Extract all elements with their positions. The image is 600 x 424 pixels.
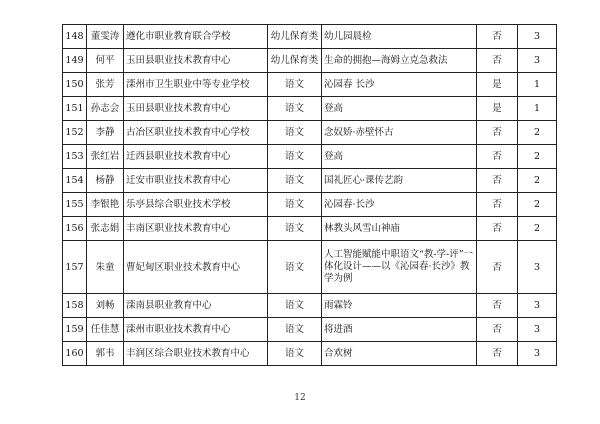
cell-subject: 语文: [268, 193, 322, 217]
cell-title: 生命的拥抱—海姆立克急救法: [322, 49, 477, 73]
cell-number: 151: [63, 97, 87, 121]
table-row: [63, 49, 557, 73]
cell-number: 155: [63, 193, 87, 217]
cell-number: 157: [63, 241, 87, 294]
cell-subject: 幼儿保育类: [268, 25, 322, 49]
cell-subject: 语文: [268, 97, 322, 121]
cell-rank: 3: [518, 318, 557, 342]
cell-title: 登高: [322, 145, 477, 169]
cell-name: 刘畅: [87, 294, 124, 318]
cell-name: 李银艳: [87, 193, 124, 217]
cell-number: 158: [63, 294, 87, 318]
cell-number: 150: [63, 73, 87, 97]
cell-number: 156: [63, 217, 87, 241]
table-body: [63, 25, 557, 366]
table-row: [63, 25, 557, 49]
cell-number: 153: [63, 145, 87, 169]
cell-name: 张芳: [87, 73, 124, 97]
cell-rank: 2: [518, 121, 557, 145]
cell-school: 乐亭县综合职业技术学校: [124, 193, 268, 217]
cell-school: 玉田县职业技术教育中心: [124, 97, 268, 121]
cell-flag: 否: [477, 145, 518, 169]
cell-number: 149: [63, 49, 87, 73]
cell-school: 迁安市职业技术教育中心: [124, 169, 268, 193]
cell-name: 孙志会: [87, 97, 124, 121]
table-row: [63, 193, 557, 217]
cell-name: 杨静: [87, 169, 124, 193]
table-row: [63, 145, 557, 169]
cell-flag: 否: [477, 193, 518, 217]
cell-flag: 否: [477, 121, 518, 145]
cell-school: 玉田县职业技术教育中心: [124, 49, 268, 73]
page-number: 12: [294, 393, 306, 403]
cell-flag: 否: [477, 169, 518, 193]
cell-subject: 语文: [268, 73, 322, 97]
cell-name: 朱童: [87, 241, 124, 294]
cell-number: 160: [63, 342, 87, 366]
cell-name: 郭韦: [87, 342, 124, 366]
cell-subject: 语文: [268, 169, 322, 193]
cell-school: 丰润区综合职业技术教育中心: [124, 342, 268, 366]
table-row: [63, 294, 557, 318]
cell-name: 张红岩: [87, 145, 124, 169]
cell-name: 李静: [87, 121, 124, 145]
cell-flag: 否: [477, 342, 518, 366]
cell-school: 曹妃甸区职业技术教育中心: [124, 241, 268, 294]
table-row: [63, 318, 557, 342]
results-table: [62, 24, 557, 366]
table-row: [63, 217, 557, 241]
cell-flag: 否: [477, 217, 518, 241]
cell-flag: 否: [477, 294, 518, 318]
cell-flag: 是: [477, 97, 518, 121]
cell-rank: 3: [518, 342, 557, 366]
cell-name: 董雯涛: [87, 25, 124, 49]
cell-name: 何平: [87, 49, 124, 73]
cell-flag: 是: [477, 73, 518, 97]
cell-subject: 语文: [268, 294, 322, 318]
cell-subject: 语文: [268, 145, 322, 169]
cell-subject: 语文: [268, 318, 322, 342]
cell-school: 滦南县职业教育中心: [124, 294, 268, 318]
cell-number: 152: [63, 121, 87, 145]
cell-title: 幼儿园晨检: [322, 25, 477, 49]
cell-subject: 语文: [268, 121, 322, 145]
cell-rank: 2: [518, 217, 557, 241]
cell-title: 将进酒: [322, 318, 477, 342]
table-row: [63, 73, 557, 97]
cell-number: 154: [63, 169, 87, 193]
table-row: [63, 241, 557, 294]
cell-title: 林教头风雪山神庙: [322, 217, 477, 241]
cell-subject: 语文: [268, 217, 322, 241]
cell-title: 沁园春 长沙: [322, 73, 477, 97]
cell-title: 念奴娇·赤壁怀古: [322, 121, 477, 145]
cell-rank: 3: [518, 241, 557, 294]
cell-school: 迁西县职业技术教育中心: [124, 145, 268, 169]
cell-rank: 2: [518, 193, 557, 217]
cell-title: 雨霖铃: [322, 294, 477, 318]
cell-rank: 1: [518, 97, 557, 121]
cell-name: 张志娟: [87, 217, 124, 241]
cell-number: 159: [63, 318, 87, 342]
cell-flag: 否: [477, 49, 518, 73]
cell-school: 丰南区职业技术教育中心: [124, 217, 268, 241]
table-row: [63, 121, 557, 145]
cell-title: 登高: [322, 97, 477, 121]
cell-school: 遵化市职业教育联合学校: [124, 25, 268, 49]
cell-subject: 幼儿保育类: [268, 49, 322, 73]
cell-rank: 2: [518, 169, 557, 193]
cell-rank: 3: [518, 25, 557, 49]
cell-school: 滦州市卫生职业中等专业学校: [124, 73, 268, 97]
cell-flag: 否: [477, 318, 518, 342]
cell-title: 人工智能赋能中职语文“教-学-评”一体化设计——以《沁园春·长沙》教学为例: [322, 241, 477, 294]
cell-title: 合欢树: [322, 342, 477, 366]
cell-rank: 1: [518, 73, 557, 97]
table-row: [63, 342, 557, 366]
cell-flag: 否: [477, 241, 518, 294]
table-row: [63, 169, 557, 193]
cell-rank: 3: [518, 294, 557, 318]
cell-title: 沁园春·长沙: [322, 193, 477, 217]
cell-name: 任佳慧: [87, 318, 124, 342]
cell-flag: 否: [477, 25, 518, 49]
cell-subject: 语文: [268, 342, 322, 366]
table-row: [63, 97, 557, 121]
cell-school: 滦州市职业技术教育中心: [124, 318, 268, 342]
cell-school: 古冶区职业技术教育中心学校: [124, 121, 268, 145]
cell-title: 国礼匠心·课传艺韵: [322, 169, 477, 193]
cell-subject: 语文: [268, 241, 322, 294]
cell-number: 148: [63, 25, 87, 49]
cell-rank: 3: [518, 49, 557, 73]
cell-rank: 2: [518, 145, 557, 169]
